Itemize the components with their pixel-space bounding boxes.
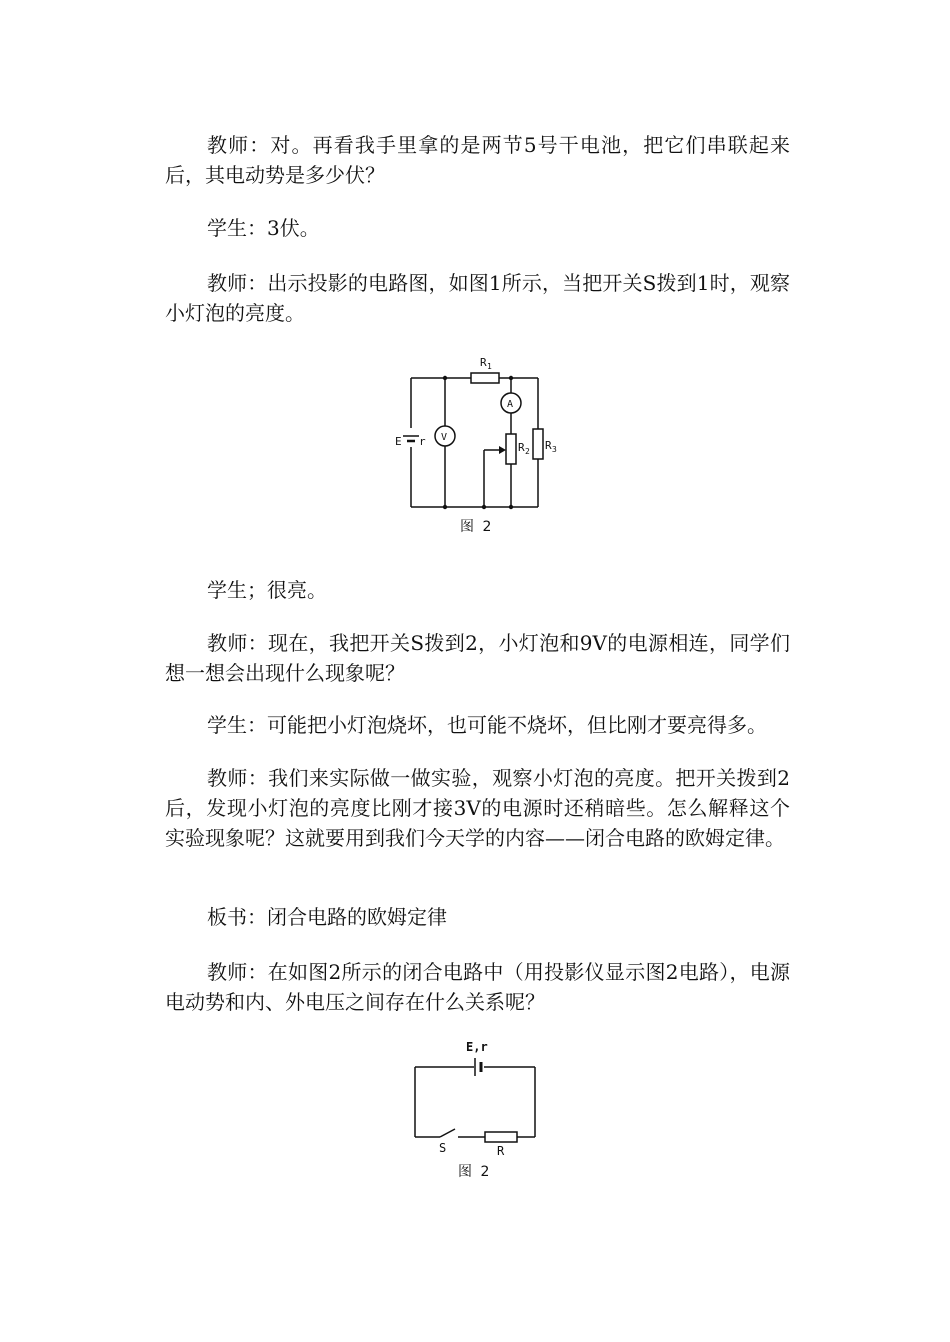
label-r2-sub: 2 <box>525 447 530 456</box>
circuit-diagram-1 <box>390 350 570 540</box>
label-r3-sub: 3 <box>552 445 557 454</box>
figure2-caption: 图 2 <box>458 1164 492 1180</box>
label-r2: R <box>518 441 525 454</box>
paragraph-teacher-projection: 教师：出示投影的电路图，如图1所示，当把开关S拨到1时，观察小灯泡的亮度。 <box>165 271 790 325</box>
label-ammeter: A <box>507 399 514 410</box>
paragraph-teacher-battery: 教师：对。再看我手里拿的是两节5号干电池，把它们串联起来后，其电动势是多少伏？ <box>165 133 790 187</box>
label-switch: S <box>439 1141 447 1155</box>
figure1-caption: 图 2 <box>460 519 494 535</box>
paragraph-teacher-experiment: 教师：我们来实际做一做实验，观察小灯泡的亮度。把开关拨到2后，发现小灯泡的亮度比刚才接3V的电源时还稍暗些。怎么解释这个实验现象呢？这就要用到我们今天学的内容——闭合电路的欧姆定律。 <box>165 766 790 850</box>
label-internal-r: r <box>419 435 426 448</box>
label-emf: E <box>395 435 402 448</box>
label-r3: R <box>545 439 552 452</box>
paragraph-student-3v: 学生：3伏。 <box>207 216 320 240</box>
paragraph-blackboard: 板书：闭合电路的欧姆定律 <box>207 905 447 929</box>
rheostat-r2 <box>506 434 516 464</box>
label-r1-sub: 1 <box>487 362 492 371</box>
paragraph-teacher-question: 教师：在如图2所示的闭合电路中（用投影仪显示图2电路），电源电动势和内、外电压之间存在什么关系呢？ <box>165 960 790 1014</box>
label-resistor: R <box>497 1144 505 1158</box>
paragraph-teacher-9v: 教师：现在，我把开关S拨到2，小灯泡和9V的电源相连，同学们想一想会出现什么现象呢？ <box>165 631 790 685</box>
paragraph-student-guess: 学生：可能把小灯泡烧坏，也可能不烧坏，但比刚才要亮得多。 <box>207 713 767 737</box>
paragraph-student-bright: 学生；很亮。 <box>207 578 327 602</box>
label-source: E,r <box>466 1040 488 1054</box>
circuit-diagram-2 <box>400 1030 550 1160</box>
label-r1: R <box>480 356 487 369</box>
resistor-r1 <box>471 373 499 383</box>
label-voltmeter: V <box>441 432 448 443</box>
resistor-r3 <box>533 429 543 459</box>
resistor-r <box>485 1132 517 1142</box>
